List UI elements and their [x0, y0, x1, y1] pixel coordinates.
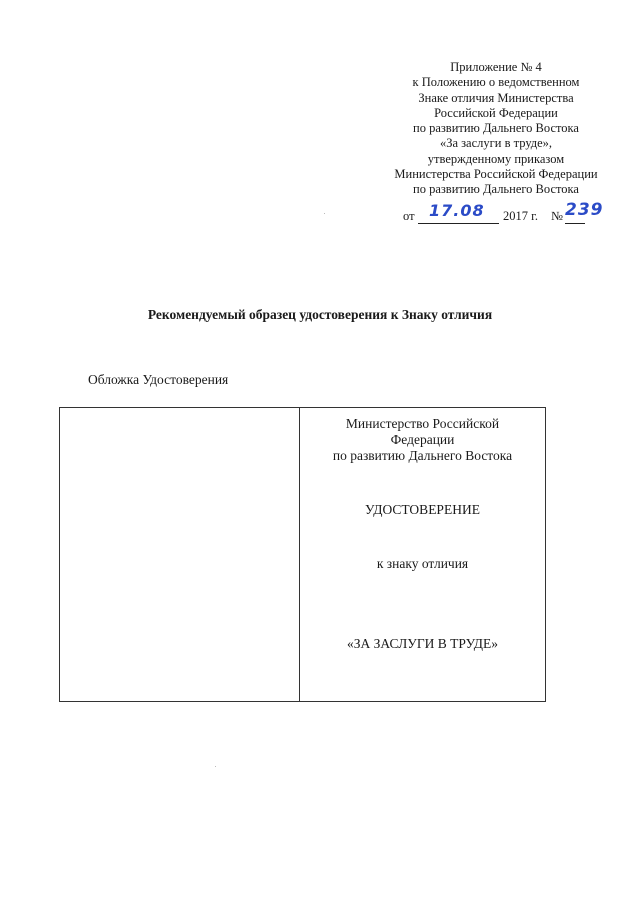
appendix-line: Знаке отличия Министерства: [418, 90, 574, 105]
order-year-label: 2017 г.: [503, 209, 538, 223]
certificate-cover-table: [59, 407, 546, 702]
appendix-header: [383, 60, 609, 198]
cover-ministry-line: Федерации: [390, 432, 455, 447]
date-blank-line: [418, 223, 499, 224]
cover-ministry: [300, 416, 545, 464]
order-number-label: №: [551, 209, 563, 223]
appendix-line: Приложение № 4: [450, 60, 542, 74]
cover-front-panel: [300, 408, 545, 701]
appendix-line: Российской Федерации: [434, 105, 558, 120]
order-date-number-line: [403, 200, 613, 227]
cover-doc-type: УДОСТОВЕРЕНИЕ: [365, 502, 480, 517]
handwritten-number: 239: [565, 200, 604, 220]
cover-subtitle: к знаку отличия: [376, 556, 469, 571]
cover-ministry-line: Министерство Российской: [345, 416, 500, 431]
order-from-label: от: [403, 209, 415, 223]
cover-label: Обложка Удостоверения: [88, 372, 229, 387]
appendix-line: утвержденному приказом: [427, 151, 565, 166]
scan-speck: [215, 766, 216, 767]
number-blank-line: [565, 223, 585, 224]
appendix-line: по развитию Дальнего Востока: [413, 182, 579, 197]
cover-ministry-line: по развитию Дальнего Востока: [332, 448, 513, 463]
handwritten-date: 17.08: [429, 201, 485, 220]
appendix-line: к Положению о ведомственном: [412, 75, 580, 90]
appendix-line: по развитию Дальнего Востока: [413, 121, 579, 136]
scan-speck: [324, 213, 325, 214]
document-title: Рекомендуемый образец удостоверения к Знаку отличия: [147, 307, 493, 322]
cover-back-panel: [60, 408, 300, 701]
cover-award-name: «ЗА ЗАСЛУГИ В ТРУДЕ»: [347, 636, 498, 651]
appendix-line: «За заслуги в труде»,: [439, 136, 553, 151]
appendix-line: Министерства Российской Федерации: [394, 167, 598, 182]
